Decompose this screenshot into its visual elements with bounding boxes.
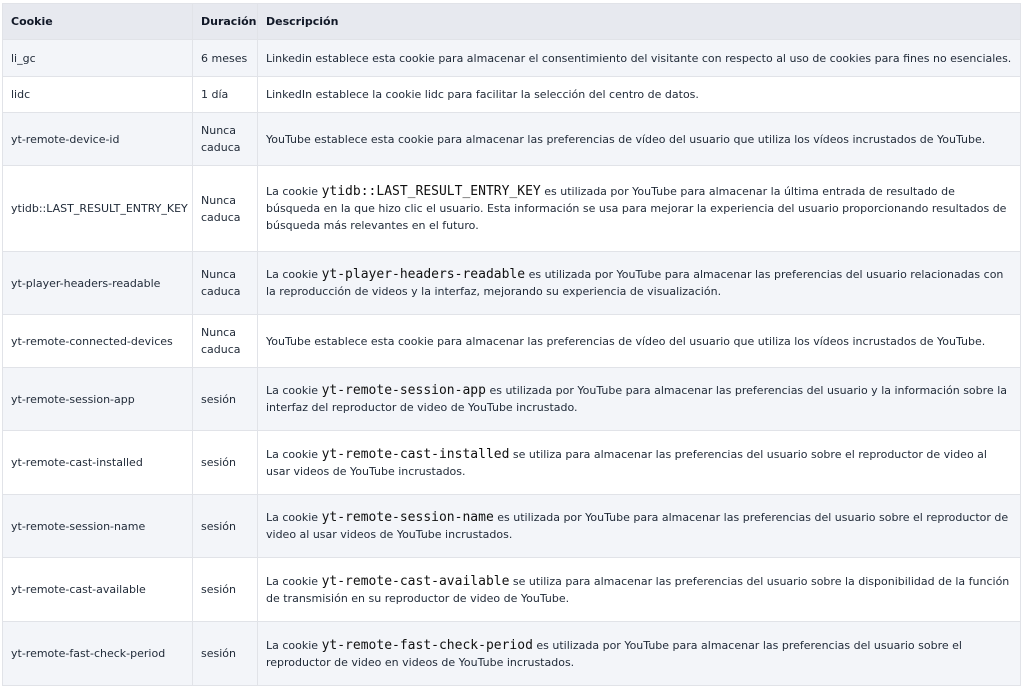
cookie-duration: Nunca caduca xyxy=(193,166,258,252)
description-text: La cookie xyxy=(266,511,322,524)
table-row xyxy=(3,166,1021,252)
cookie-code: yt-remote-cast-available xyxy=(321,573,510,589)
table-row xyxy=(3,40,1021,77)
cookie-description xyxy=(258,315,1021,368)
description-text: La cookie xyxy=(266,268,322,281)
description-text: La cookie xyxy=(266,384,322,397)
cookie-duration: sesión xyxy=(193,495,258,558)
table-row xyxy=(3,113,1021,166)
description-text: La cookie xyxy=(266,185,322,198)
table-header-row xyxy=(3,4,1021,40)
cookie-description xyxy=(258,368,1021,431)
cookie-description xyxy=(258,166,1021,252)
description-text-continued: es utilizada por YouTube para almacenar las preferencias del usuario relacionadas con la reproducción de videos y la interfaz, mejorando su experiencia de visualización. xyxy=(266,268,1004,298)
description-text: LinkedIn establece la cookie lidc para facilitar la selección del centro de datos. xyxy=(266,88,699,101)
cookie-duration: sesión xyxy=(193,431,258,495)
cookie-name: lidc xyxy=(3,77,193,113)
cookie-name: yt-remote-session-name xyxy=(3,495,193,558)
table-row xyxy=(3,431,1021,495)
cookie-code: yt-remote-fast-check-period xyxy=(321,637,533,653)
cookie-description xyxy=(258,252,1021,315)
cookie-duration: 1 día xyxy=(193,77,258,113)
table-row xyxy=(3,558,1021,622)
cookie-description xyxy=(258,113,1021,166)
description-text-continued: es utilizada por YouTube para almacenar la última entrada de resultado de búsqueda en la que hizo clic el usuario. Esta información se usa para mejorar la experiencia del usuario proporcionando resultados de búsqueda más relevantes en el futuro. xyxy=(266,185,1007,232)
cookie-name: yt-remote-cast-available xyxy=(3,558,193,622)
cookie-duration: Nunca caduca xyxy=(193,315,258,368)
cookie-code: yt-player-headers-readable xyxy=(321,267,526,282)
description-text-continued: es utilizada por YouTube para almacenar las preferencias del usuario sobre el reproductor de video al usar videos de YouTube incrustados. xyxy=(266,511,1009,541)
cookie-duration: sesión xyxy=(193,558,258,622)
cookie-name: yt-remote-session-app xyxy=(3,368,193,431)
cookie-table xyxy=(2,3,1021,686)
cookie-code: yt-remote-session-app xyxy=(321,383,486,398)
description-text-continued: se utiliza para almacenar las preferencias del usuario sobre la disponibilidad de la función de transmisión en su reproductor de video de YouTube. xyxy=(266,574,1010,605)
cookie-duration: 6 meses xyxy=(193,40,258,77)
description-text: La cookie xyxy=(266,447,322,461)
header-duration: Duración xyxy=(193,4,258,40)
description-text: Linkedin establece esta cookie para almacenar el consentimiento del visitante con respecto al uso de cookies para fines no esenciales. xyxy=(266,51,1012,65)
cookie-name: yt-remote-connected-devices xyxy=(3,315,193,368)
description-text: YouTube establece esta cookie para almacenar las preferencias de vídeo del usuario que utiliza los vídeos incrustados de YouTube. xyxy=(266,334,986,348)
cookie-code: yt-remote-cast-installed xyxy=(321,446,510,462)
table-row xyxy=(3,77,1021,113)
table-row xyxy=(3,622,1021,686)
cookie-code: yt-remote-session-name xyxy=(321,510,494,525)
cookie-duration: sesión xyxy=(193,368,258,431)
cookie-name: yt-remote-fast-check-period xyxy=(3,622,193,686)
table-row xyxy=(3,495,1021,558)
header-description: Descripción xyxy=(258,4,1021,40)
table-row xyxy=(3,252,1021,315)
cookie-description xyxy=(258,77,1021,113)
description-text-continued: es utilizada por YouTube para almacenar las preferencias del usuario sobre el reproductor de video en videos de YouTube incrustados. xyxy=(266,638,962,669)
cookie-code: ytidb::LAST_RESULT_ENTRY_KEY xyxy=(321,184,541,199)
header-cookie: Cookie xyxy=(3,4,193,40)
table-row xyxy=(3,315,1021,368)
cookie-name: yt-remote-device-id xyxy=(3,113,193,166)
description-text-continued: se utiliza para almacenar las preferencias del usuario sobre el reproductor de video al usar videos de YouTube incrustados. xyxy=(266,447,987,478)
cookie-name: yt-remote-cast-installed xyxy=(3,431,193,495)
cookie-description xyxy=(258,622,1021,686)
cookie-name: ytidb::LAST_RESULT_ENTRY_KEY xyxy=(3,166,193,252)
cookie-duration: Nunca caduca xyxy=(193,113,258,166)
cookie-name: yt-player-headers-readable xyxy=(3,252,193,315)
table-row xyxy=(3,368,1021,431)
description-text: La cookie xyxy=(266,574,322,588)
cookie-description xyxy=(258,40,1021,77)
cookie-description xyxy=(258,558,1021,622)
description-text: La cookie xyxy=(266,638,322,652)
description-text-continued: es utilizada por YouTube para almacenar las preferencias del usuario y la información sobre la interfaz del reproductor de video de YouTube incrustado. xyxy=(266,384,1007,414)
cookie-duration: Nunca caduca xyxy=(193,252,258,315)
cookie-description xyxy=(258,431,1021,495)
cookie-description xyxy=(258,495,1021,558)
cookie-duration: sesión xyxy=(193,622,258,686)
description-text: YouTube establece esta cookie para almacenar las preferencias de vídeo del usuario que utiliza los vídeos incrustados de YouTube. xyxy=(266,132,986,146)
cookie-name: li_gc xyxy=(3,40,193,77)
